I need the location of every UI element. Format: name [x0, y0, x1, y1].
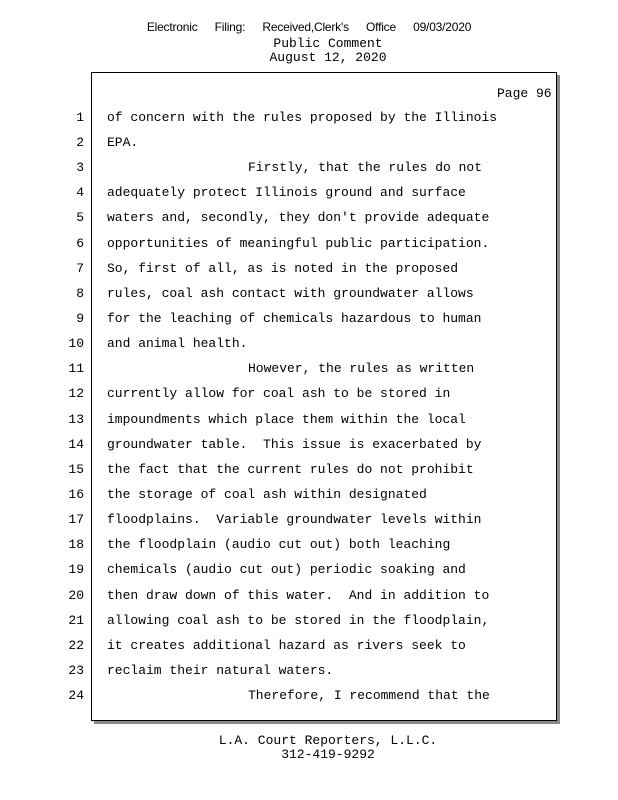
line-text: for the leaching of chemicals hazardous to human	[107, 311, 482, 326]
line-text: EPA.	[107, 135, 139, 150]
line-text: the storage of coal ash within designated	[107, 487, 427, 502]
line-number: 2	[76, 135, 84, 150]
stamp-received: Received,Clerk's	[262, 20, 349, 34]
filing-stamp	[0, 20, 618, 34]
line-text: reclaim their natural waters.	[107, 663, 334, 678]
line-text: it creates additional hazard as rivers seek to	[107, 638, 466, 653]
line-number: 16	[68, 487, 84, 502]
line-text: waters and, secondly, they don't provide adequate	[107, 210, 490, 225]
stamp-office: Office	[366, 20, 396, 34]
header-date: August 12, 2020	[269, 50, 387, 65]
line-number: 10	[68, 336, 84, 351]
line-text: groundwater table. This issue is exacerbated by	[107, 437, 482, 452]
line-text: of concern with the rules proposed by the Illinois	[107, 110, 498, 125]
stamp-electronic: Electronic	[146, 20, 198, 34]
line-number: 6	[76, 236, 84, 251]
line-text: However, the rules as written	[248, 361, 475, 376]
line-text: then draw down of this water. And in addition to	[107, 588, 490, 603]
line-number: 24	[68, 688, 84, 703]
line-text: Firstly, that the rules do not	[248, 160, 483, 175]
line-number: 11	[68, 361, 84, 376]
line-text: currently allow for coal ash to be stored in	[107, 386, 451, 401]
line-number: 17	[68, 512, 84, 527]
line-text: Therefore, I recommend that the	[248, 688, 490, 703]
stamp-filing: Filing:	[214, 20, 246, 34]
line-number: 9	[76, 311, 84, 326]
page-number-label: Page 96	[497, 86, 552, 101]
line-number: 18	[68, 537, 84, 552]
line-number: 12	[68, 386, 84, 401]
line-number: 8	[76, 286, 84, 301]
line-number: 19	[68, 562, 84, 577]
line-text: floodplains. Variable groundwater levels within	[107, 512, 482, 527]
line-number: 5	[76, 210, 84, 225]
line-text: adequately protect Illinois ground and surface	[107, 185, 466, 200]
line-number: 3	[76, 160, 84, 175]
line-number: 20	[68, 588, 84, 603]
line-number: 1	[76, 110, 84, 125]
line-text: and animal health.	[107, 336, 248, 351]
line-text: impoundments which place them within the local	[107, 412, 466, 427]
stamp-date: 09/03/2020	[413, 20, 472, 34]
line-text: the fact that the current rules do not prohibit	[107, 462, 474, 477]
line-number: 15	[68, 462, 84, 477]
line-number: 13	[68, 412, 84, 427]
line-text: the floodplain (audio cut out) both leaching	[107, 537, 451, 552]
line-number: 14	[68, 437, 84, 452]
line-text: opportunities of meaningful public participation.	[107, 236, 490, 251]
line-text: So, first of all, as is noted in the proposed	[107, 261, 459, 276]
footer-phone: 312-419-9292	[281, 747, 375, 762]
line-text: chemicals (audio cut out) periodic soaking and	[107, 562, 466, 577]
line-number: 21	[68, 613, 84, 628]
header-title: Public Comment	[273, 36, 383, 51]
line-number: 7	[76, 261, 84, 276]
line-number: 4	[76, 185, 84, 200]
footer-company: L.A. Court Reporters, L.L.C.	[218, 733, 438, 748]
line-text: rules, coal ash contact with groundwater allows	[107, 286, 474, 301]
line-number: 23	[68, 663, 84, 678]
line-text: allowing coal ash to be stored in the floodplain,	[107, 613, 490, 628]
line-number: 22	[68, 638, 84, 653]
